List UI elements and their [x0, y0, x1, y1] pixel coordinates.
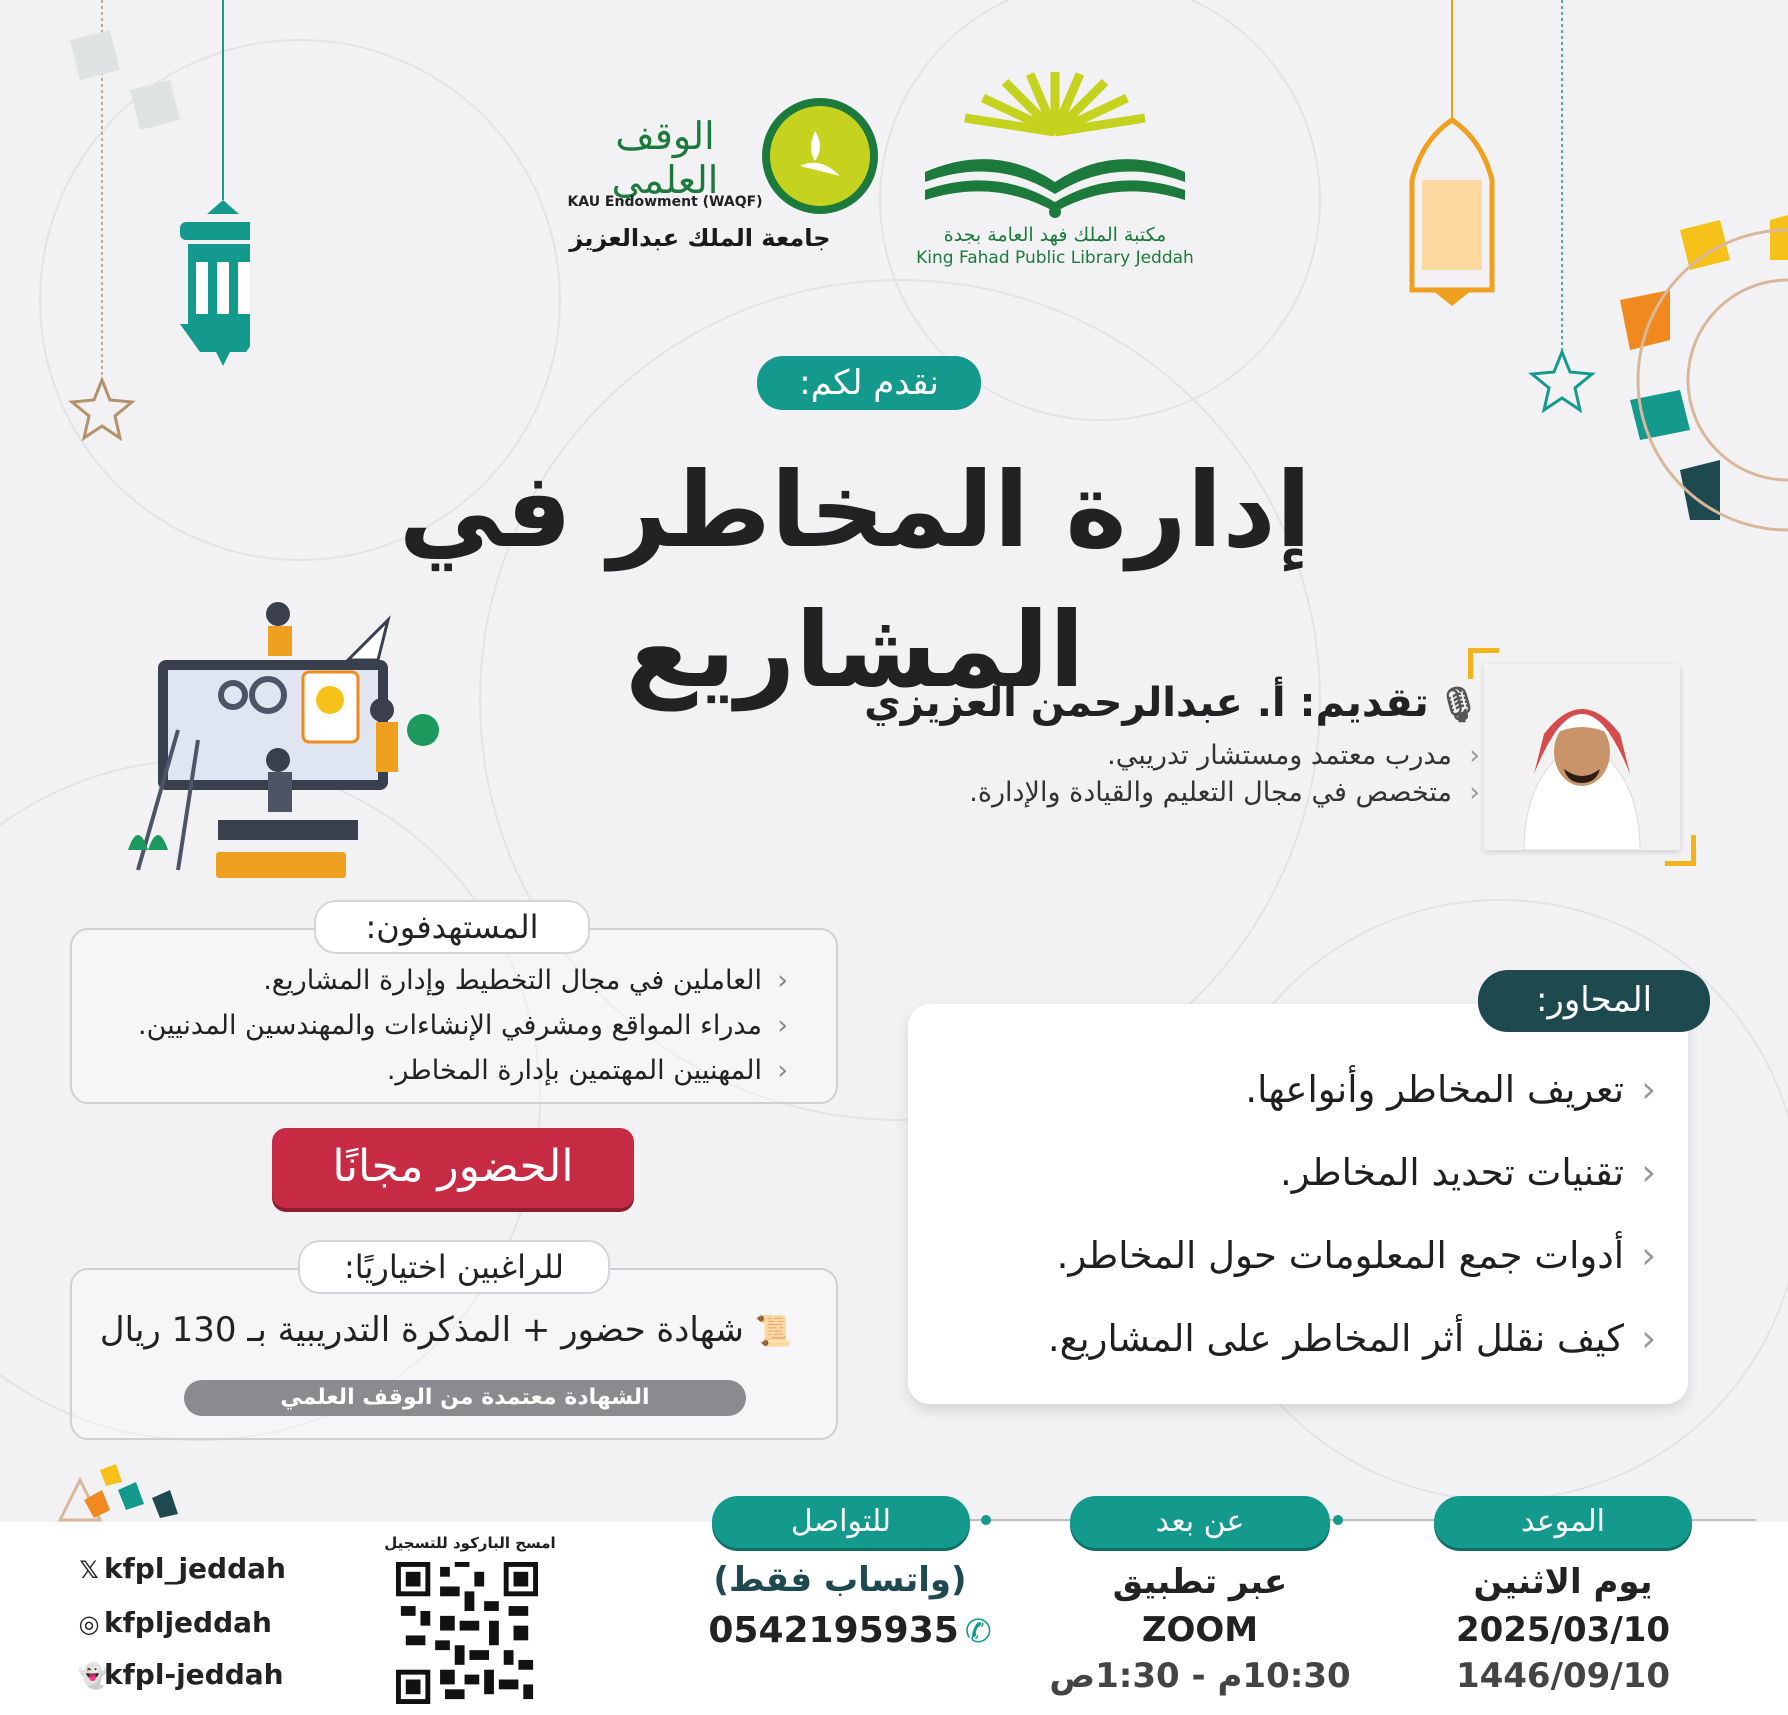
waqf-title: الوقف العلمي — [611, 114, 719, 202]
social-snapchat[interactable]: 👻kfpl-jeddah — [78, 1658, 284, 1691]
remote-label: عن بعد — [1070, 1496, 1330, 1548]
kfpl-logo — [915, 72, 1195, 272]
remote-via: عبر تطبيق — [1112, 1562, 1288, 1602]
free-attendance-badge: الحضور مجانًا — [272, 1128, 634, 1208]
audience-list — [138, 958, 790, 1093]
team-illustration — [118, 600, 468, 900]
presenter-name: 🎙تقديم: أ. عبدالرحمن العزيزي — [864, 680, 1480, 726]
axes-label: المحاور: — [1478, 970, 1710, 1032]
waqf-english-name: KAU Endowment (WAQF) — [567, 194, 763, 210]
university-name: جامعة الملك عبدالعزيز — [569, 224, 831, 252]
contact-phone[interactable]: 0542195935 ✆ — [708, 1610, 992, 1651]
presenter-photo — [1484, 664, 1680, 850]
intro-label: نقدم لكم: — [757, 356, 981, 410]
presenter-info — [760, 680, 1480, 808]
schedule-label: الموعد — [1434, 1496, 1692, 1548]
contact-note: (واتساب فقط) — [713, 1560, 967, 1600]
x-icon: 𝕏 — [79, 1556, 99, 1584]
axis-item: ‹ كيف نقلل أثر المخاطر على المشاريع. — [1048, 1309, 1660, 1392]
kfpl-english-name: King Fahad Public Library Jeddah — [916, 248, 1194, 268]
schedule-day: يوم الاثنين — [1473, 1562, 1653, 1602]
audience-item: ‹ العاملين في مجال التخطيط وإدارة المشاريع. — [138, 958, 790, 1003]
page-title: إدارة المخاطر في المشاريع — [398, 449, 1312, 711]
axis-item: ‹ أدوات جمع المعلومات حول المخاطر. — [1048, 1226, 1660, 1309]
whatsapp-icon: ✆ — [964, 1612, 992, 1650]
certificate-icon: 📜 — [754, 1314, 793, 1349]
presenter-avatar — [1484, 664, 1680, 850]
footer-ornament — [40, 1460, 200, 1524]
remote-time: 10:30م - 1:30ص — [1049, 1656, 1351, 1696]
schedule-date-hijri: 1446/09/10 — [1455, 1656, 1671, 1696]
presenter-bio-line: ‹ مدرب معتمد ومستشار تدريبي. — [760, 740, 1480, 771]
qr-code[interactable] — [396, 1562, 538, 1704]
waqf-logo — [550, 90, 890, 270]
photo-frame-corner — [1468, 648, 1499, 679]
audience-item: ‹ المهنيين المهتمين بإدارة المخاطر. — [138, 1048, 790, 1093]
presenter-bio-line: ‹ متخصص في مجال التعليم والقيادة والإدارة. — [760, 777, 1480, 808]
snapchat-icon: 👻 — [78, 1662, 108, 1690]
axis-item: ‹ تعريف المخاطر وأنواعها. — [1048, 1060, 1660, 1143]
qr-caption: امسح الباركود للتسجيل — [384, 1534, 556, 1552]
certificate-offer: 📜 شهادة حضور + المذكرة التدريبية بـ 130 ريال — [99, 1310, 793, 1350]
lantern-decoration-left — [30, 0, 250, 450]
microphone-icon: 🎙 — [1436, 685, 1480, 725]
instagram-icon: ◎ — [78, 1610, 100, 1638]
schedule-date-gregorian: 2025/03/10 — [1455, 1610, 1671, 1650]
social-instagram[interactable]: ◎ kfpljeddah — [78, 1606, 272, 1639]
remote-app: ZOOM — [1141, 1610, 1259, 1650]
audience-label: المستهدفون: — [314, 900, 590, 954]
open-book-icon — [915, 72, 1195, 222]
axis-item: ‹ تقنيات تحديد المخاطر. — [1048, 1143, 1660, 1226]
photo-frame-corner — [1665, 835, 1696, 866]
axes-list — [1048, 1060, 1660, 1392]
optional-label: للراغبين اختياريًا: — [298, 1240, 610, 1294]
kfpl-arabic-name: مكتبة الملك فهد العامة بجدة — [943, 224, 1167, 246]
contact-label: للتواصل — [712, 1496, 970, 1548]
certificate-accreditation: الشهادة معتمدة من الوقف العلمي — [184, 1380, 746, 1416]
social-x[interactable]: 𝕏 kfpl_jeddah — [79, 1552, 286, 1585]
audience-item: ‹ مدراء المواقع ومشرفي الإنشاءات والمهندسين المدنيين. — [138, 1003, 790, 1048]
